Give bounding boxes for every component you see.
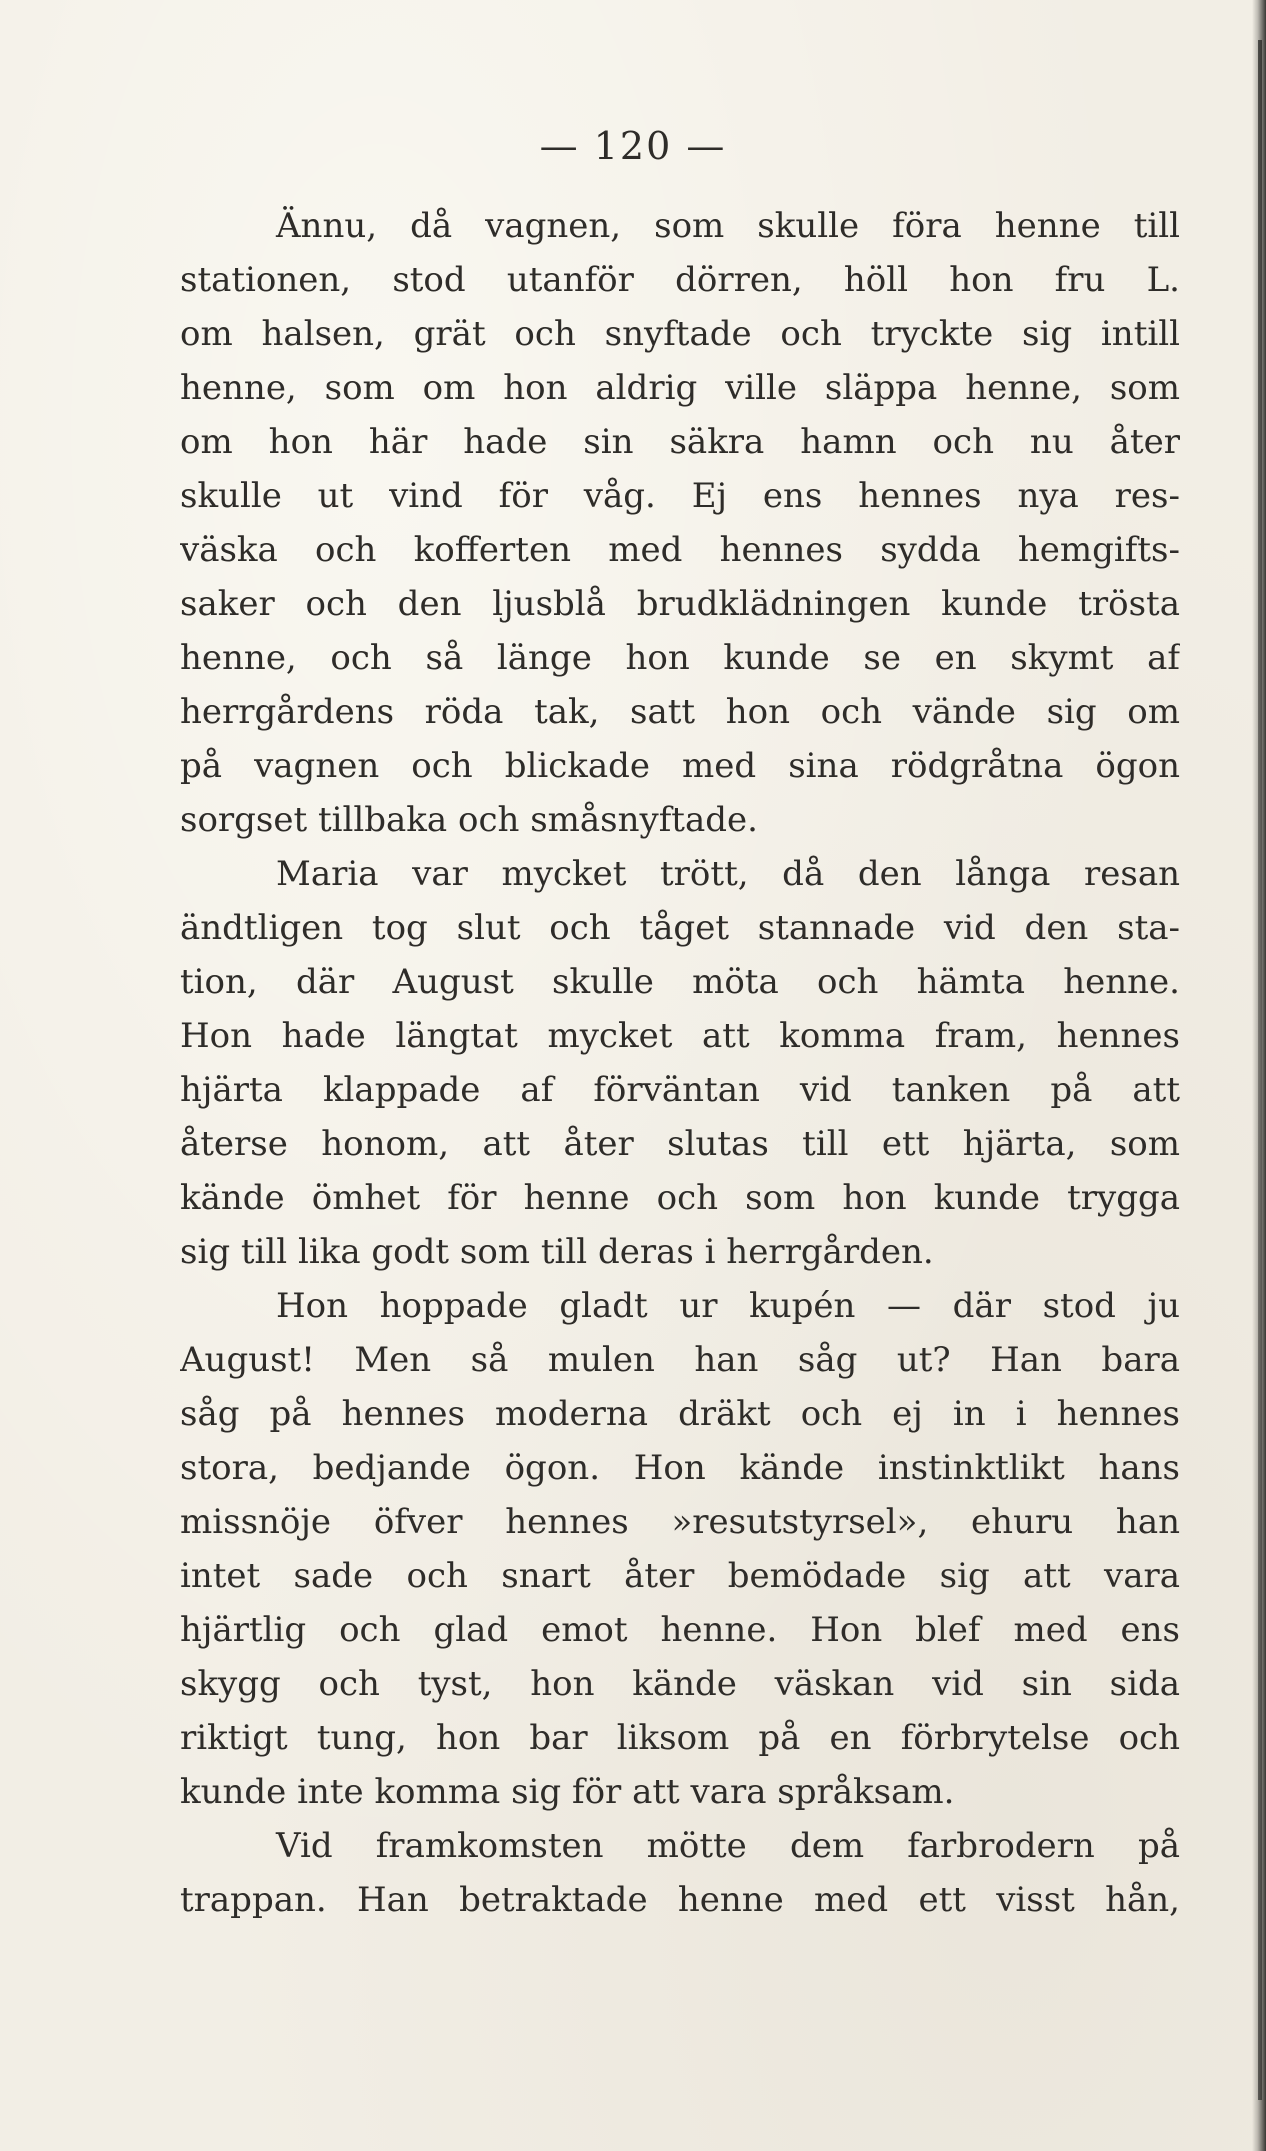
text-line: stora, bedjande ögon. Hon kände instinktlikt hans: [180, 1448, 1180, 1488]
text-line: på vagnen och blickade med sina rödgråtna ögon: [180, 746, 1180, 786]
text-line: tion, där August skulle möta och hämta henne.: [180, 962, 1180, 1002]
text-line: ändtligen tog slut och tåget stannade vid den sta-: [180, 908, 1180, 948]
text-line: saker och den ljusblå brudklädningen kunde trösta: [180, 584, 1180, 624]
text-line: Ännu, då vagnen, som skulle föra henne till: [276, 206, 1180, 246]
text-line: sig till lika godt som till deras i herrgården.: [180, 1232, 934, 1272]
text-line: om hon här hade sin säkra hamn och nu åter: [180, 422, 1180, 462]
text-line: intet sade och snart åter bemödade sig att vara: [180, 1556, 1180, 1596]
text-line: såg på hennes moderna dräkt och ej in i hennes: [180, 1394, 1180, 1434]
page-number: — 120 —: [539, 124, 727, 168]
text-line: väska och kofferten med hennes sydda hemgifts-: [180, 530, 1180, 570]
text-line: August! Men så mulen han såg ut? Han bara: [180, 1340, 1180, 1380]
text-line: Hon hoppade gladt ur kupén — där stod ju: [276, 1286, 1180, 1326]
text-line: sorgset tillbaka och småsnyftade.: [180, 800, 758, 840]
text-line: Vid framkomsten mötte dem farbrodern på: [276, 1826, 1180, 1866]
text-line: riktigt tung, hon bar liksom på en förbrytelse och: [180, 1718, 1180, 1758]
text-line: om halsen, grät och snyftade och tryckte sig intill: [180, 314, 1180, 354]
text-line: skygg och tyst, hon kände väskan vid sin sida: [180, 1664, 1180, 1704]
text-line: missnöje öfver hennes »resutstyrsel», ehuru han: [180, 1502, 1180, 1542]
text-line: skulle ut vind för våg. Ej ens hennes nya res-: [180, 476, 1180, 516]
text-line: hjärta klappade af förväntan vid tanken på att: [180, 1070, 1180, 1110]
page-edge-line: [1258, 40, 1262, 2100]
text-line: herrgårdens röda tak, satt hon och vände sig om: [180, 692, 1180, 732]
text-line: kände ömhet för henne och som hon kunde trygga: [180, 1178, 1180, 1218]
text-line: återse honom, att åter slutas till ett hjärta, som: [180, 1124, 1180, 1164]
text-line: Hon hade längtat mycket att komma fram, hennes: [180, 1016, 1180, 1056]
text-line: hjärtlig och glad emot henne. Hon blef med ens: [180, 1610, 1180, 1650]
text-line: henne, och så länge hon kunde se en skymt af: [180, 638, 1180, 678]
text-line: stationen, stod utanför dörren, höll hon fru L.: [180, 260, 1180, 300]
body-text: [180, 199, 1180, 1927]
text-line: henne, som om hon aldrig ville släppa henne, som: [180, 368, 1180, 408]
text-line: kunde inte komma sig för att vara språksam.: [180, 1772, 955, 1812]
text-line: trappan. Han betraktade henne med ett visst hån,: [180, 1880, 1180, 1920]
text-line: Maria var mycket trött, då den långa resan: [276, 854, 1180, 894]
